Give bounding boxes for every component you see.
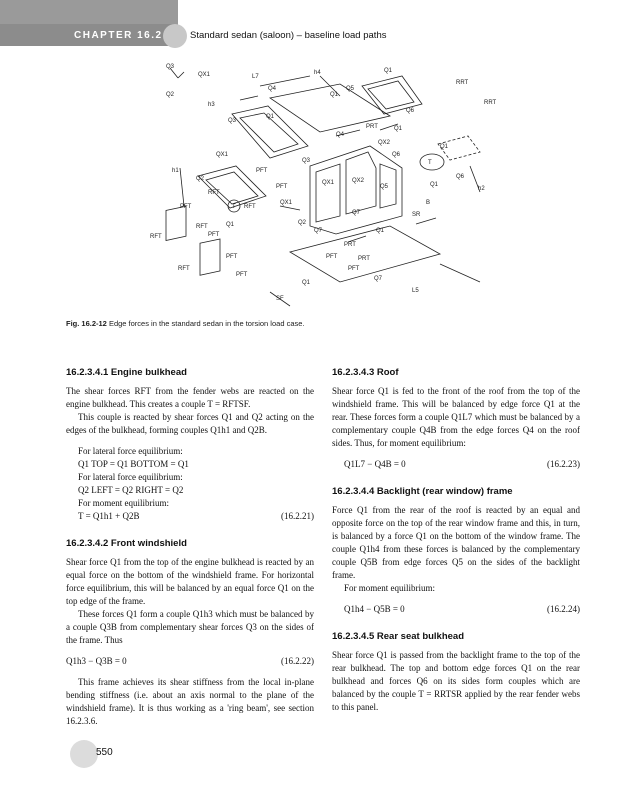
fig-label-pft-g: PFT (226, 254, 238, 260)
equation-q1: Q1 TOP = Q1 BOTTOM = Q1 (78, 459, 189, 469)
fig-label-t-front: T (232, 204, 236, 210)
fig-label-q5b: Q5 (380, 184, 389, 190)
windshield-para-2: These forces Q1 form a couple Q1h3 which must be balanced by a couple Q3B from complementary shear forces Q3 on the sides of the frame. Thus (66, 609, 314, 645)
fig-label-q5: Q5 (346, 86, 355, 92)
roof-para-1: Shear force Q1 is fed to the front of the roof from the top of the windshield frame. This will be balanced by edge force Q1 at the rear. These forces form a couple Q1L7 which must be balanced by a complementary couple Q4B from the edge forces Q4 on the roof sides. Thus, for moment equilibrium: (332, 386, 580, 448)
moment-label-2: For moment equilibrium: (344, 583, 435, 593)
equation-16-2-22 (66, 655, 314, 668)
fig-label-q3: Q3 (166, 64, 175, 70)
fig-label-l5: L5 (412, 288, 419, 294)
fig-label-prt-c: PRT (358, 256, 370, 262)
fig-label-t-rear: T (428, 160, 432, 166)
fig-label-q6b: Q6 (392, 152, 401, 158)
page-number-circle (70, 740, 98, 768)
equation-16-2-24-number: (16.2.24) (547, 604, 580, 614)
fig-label-rft-e: RFT (178, 266, 190, 272)
fig-label-q6c: Q6 (456, 174, 465, 180)
equation-16-2-21 (66, 510, 314, 523)
fig-label-q1h: Q1 (376, 228, 385, 234)
fig-label-q2c: Q2 (298, 220, 307, 226)
header-circle (163, 24, 187, 48)
fig-label-qx1b: QX1 (216, 152, 229, 158)
fig-label-pft-c: PFT (180, 204, 192, 210)
fig-label-h2: h2 (478, 186, 485, 192)
windshield-para-1: Shear force Q1 from the top of the engine bulkhead is reacted by an equal force on the bottom of the windshield frame. For horizontal force equilibrium, this will be balanced by an equal force Q1 on the top edge of the frame. (66, 557, 314, 606)
fig-label-qx1d: QX1 (280, 200, 293, 206)
fig-label-prt-b: PRT (344, 242, 356, 248)
heading-rear-seat-bulkhead: 16.2.3.4.5 Rear seat bulkhead (332, 631, 465, 642)
fig-label-q6: Q6 (406, 108, 415, 114)
fig-label-q3c: Q3 (302, 158, 311, 164)
fig-label-q1i: Q1 (302, 280, 311, 286)
fig-label-rft-b: RFT (244, 204, 256, 210)
fig-label-h4: h4 (314, 70, 321, 76)
equation-16-2-23-body: Q1L7 − Q4B = 0 (344, 459, 406, 469)
heading-engine-bulkhead: 16.2.3.4.1 Engine bulkhead (66, 367, 187, 378)
fig-label-rrt-b: RRT (484, 100, 497, 106)
fig-label-qx2b: QX2 (352, 178, 365, 184)
moment-label-1: For moment equilibrium: (78, 498, 169, 508)
fig-label-q1g: Q1 (226, 222, 235, 228)
fig-label-q4b: Q4 (336, 132, 345, 138)
fig-label-rft-d: RFT (196, 224, 208, 230)
equation-16-2-21-number: (16.2.21) (281, 511, 314, 521)
fig-label-q4: Q4 (268, 86, 277, 92)
lateral-label-1: For lateral force equilibrium: (78, 446, 183, 456)
fig-label-h1: h1 (172, 168, 179, 174)
fig-label-pft-b: PFT (276, 184, 288, 190)
equation-16-2-22-number: (16.2.22) (281, 656, 314, 666)
fig-label-rrt-a: RRT (456, 80, 469, 86)
fig-label-q1b: Q1 (266, 114, 275, 120)
figure-caption (66, 319, 305, 328)
fender-web-left (166, 206, 186, 240)
fig-label-q1e: Q1 (440, 144, 449, 150)
fig-label-qx1: QX1 (198, 72, 211, 78)
fig-label-qx2: QX2 (378, 140, 391, 146)
fig-label-prt: PRT (366, 124, 378, 130)
fig-label-pft-d: PFT (208, 232, 220, 238)
caption-text: Edge forces in the standard sedan in the torsion load case. (108, 319, 305, 328)
chapter-label: CHAPTER 16.2 (74, 30, 163, 41)
heading-roof: 16.2.3.4.3 Roof (332, 367, 399, 378)
fig-label-q1d: Q1 (394, 126, 403, 132)
fig-label-qx1c: QX1 (322, 180, 335, 186)
fig-label-q7c: Q7 (374, 276, 383, 282)
fig-label-pft-a: PFT (256, 168, 268, 174)
running-title: Standard sedan (saloon) – baseline load paths (190, 30, 387, 41)
equation-16-2-22-body: Q1h3 − Q3B = 0 (66, 656, 127, 666)
equation-16-2-21-body: T = Q1h1 + Q2B (78, 511, 140, 521)
fig-label-q2: Q2 (166, 92, 175, 98)
caption-label: Fig. 16.2-12 (66, 319, 107, 328)
fig-label-h3: h3 (208, 102, 215, 108)
equation-16-2-24-body: Q1h4 − Q5B = 0 (344, 604, 405, 614)
equation-16-2-23-number: (16.2.23) (547, 459, 580, 469)
right-column (332, 366, 580, 714)
fig-label-q1c: Q1 (330, 92, 339, 98)
equation-16-2-23 (332, 458, 580, 471)
equation-16-2-24 (332, 603, 580, 616)
fig-label-q1f: Q1 (430, 182, 439, 188)
fig-label-rft-a: RFT (208, 190, 220, 196)
fig-label-q2b: Q2 (196, 176, 205, 182)
heading-backlight: 16.2.3.4.4 Backlight (rear window) frame (332, 486, 513, 497)
heading-front-windshield: 16.2.3.4.2 Front windshield (66, 538, 187, 549)
figure-edge-forces (140, 56, 510, 314)
fig-label-sf: SF (276, 296, 284, 302)
fig-label-pft-e: PFT (326, 254, 338, 260)
rear-seat-para-1: Shear force Q1 is passed from the backlight frame to the top of the rear bulkhead. The top and bottom edge forces Q1 on the rear bulkhead and forces Q6 on its sides form couples which are balanced by the couple T = RRTSR applied by the rear fender webs to this panel. (332, 650, 580, 712)
header-band-top (0, 0, 178, 24)
engine-bulkhead-para-2: This couple is reacted by shear forces Q1 and Q2 acting on the edges of the bulkhead, forming couples Q1h1 and Q2B. (66, 412, 314, 435)
equation-q2: Q2 LEFT = Q2 RIGHT = Q2 (78, 485, 184, 495)
fig-label-q3b: Q3 (228, 118, 237, 124)
fig-label-q1: Q1 (384, 68, 393, 74)
windshield-para-3: This frame achieves its shear stiffness from the local in-plane bending stiffness (i.e. about an axis normal to the plane of the windshield frame). It is thus working as a 'ring beam', see section 16.2.3.6. (66, 677, 314, 726)
fig-label-sr: SR (412, 212, 421, 218)
fig-label-rft-c: RFT (150, 234, 162, 240)
left-column (66, 366, 314, 728)
body-side-frame (310, 146, 402, 234)
fender-web-right (200, 239, 220, 275)
fig-label-pft-f: PFT (348, 266, 360, 272)
fig-label-pft-h: PFT (236, 272, 248, 278)
page-number: 550 (96, 747, 113, 758)
fig-label-l7: L7 (252, 74, 259, 80)
engine-bulkhead-para-1: The shear forces RFT from the fender webs are reacted on the engine bulkhead. This creates a couple T = RFTSF. (66, 386, 314, 409)
fig-label-q7b: Q7 (314, 228, 323, 234)
lateral-label-2: For lateral force equilibrium: (78, 472, 183, 482)
backlight-para-1: Force Q1 from the rear of the roof is reacted by an equal and opposite force on the top of the rear window frame and this, in turn, is balanced by a force Q1 on the bottom of the window frame. The couple Q1h4 from these forces is balanced by the complementary couple Q5B from edge forces Q5 on the sides of the backlight frame. (332, 505, 580, 580)
fig-label-q7: Q7 (352, 210, 361, 216)
fig-label-b: B (426, 200, 431, 206)
floor-pan (290, 226, 440, 282)
